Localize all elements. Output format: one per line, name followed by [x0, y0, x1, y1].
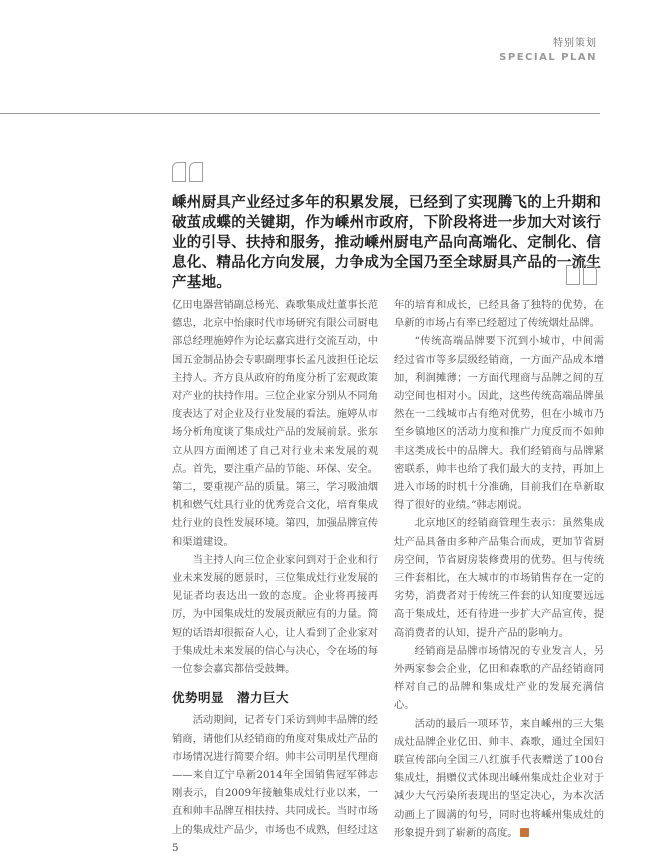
right-paragraph-5-text: 活动的最后一项环节，来自嵊州的三大集成灶品牌企业亿田、帅丰、森歌，通过全国妇联宣传部向全国三八红旗手代表赠送了100台集成灶，捐赠仪式体现出嵊州集成灶企业对于减少大气污染所表现出的坚定决心，为本次活动画上了圆满的句号，同时也将嵊州集成灶的形象提升到了崭新的高度。 — [394, 717, 604, 839]
section-subheading: 优势明显 潜力巨大 — [172, 690, 290, 706]
article-end-icon — [520, 828, 529, 837]
right-paragraph-3: 北京地区的经销商管理生表示：虽然集成灶产品具备由多种产品集合而成，更加节省厨房空间，节省厨房装修费用的优势。但与传统三件套相比，在大城市的市场销售存在一定的劣势，消费者对于传统三件套的认知度要远远高于集成灶，还有待进一步扩大产品宣传，提高消费者的认知，提升产品的影响力。 — [394, 517, 604, 639]
close-quote-icon — [566, 265, 600, 289]
section-header — [499, 34, 597, 63]
right-paragraph-2: “传统高端品牌要下沉到小城市，中间需经过省市等多层级经销商，一方面产品成本增加，利润摊薄；一方面代理商与品牌之间的互动空间也相对小。因此，这些传统高端品牌虽然在一二线城市占有绝对优势，但在小城市乃至乡镇地区的活动力度和推广力度反而不如帅丰这类成长中的品牌大。我们经销商与品牌紧密联系，帅丰也给了我们最大的支持，再加上进入市场的时机十分准确，目前我们在阜新取得了很好的业绩。”韩志刚说。 — [394, 335, 604, 512]
left-paragraph-3: 活动期间，记者专门采访到帅丰品牌的经销商，请他们从经销商的角度对集成灶产品的市场情况进行简要介绍。帅丰公司明星代理商——来自辽宁阜新2014年全国销售冠军韩志刚表示，自2009年接触集成灶行业以来，一直和帅丰品牌互相扶持、共同成长。当时市场上的集成灶产品少，市场也不成熟，但经过这5 — [172, 714, 378, 854]
right-paragraph-1: 年的培育和成长，已经具备了独特的优势，在阜新的市场占有率已经超过了传统烟灶品牌。 — [394, 299, 604, 330]
section-title-en: SPECIAL PLAN — [499, 52, 597, 63]
header-divider — [0, 113, 600, 114]
left-paragraph-1: 亿田电器营销副总杨光、森歌集成灶董事长范德忠，北京中怡康时代市场研究有限公司厨电部总经理施婷作为论坛嘉宾进行交流互动，中国五金制品协会专职副理事长孟凡波担任论坛主持人。齐方良从政府的角度分析了宏观政策对产业的扶持作用。三位企业家分别从不同角度表达了对企业及行业发展的看法。施婷从市场分析角度谈了集成灶产品的发展前景。张东立从四方面阐述了自己对行业未来发展的观点。首先，要注重产品的节能、环保、安全。第二，要重视产品的质量。第三，学习吸油烟机和燃气灶具行业的优秀竞合文化，培育集成灶行业的良性发展环境。第四，加强品牌宣传和渠道建设。 — [172, 299, 378, 548]
right-column — [394, 296, 604, 842]
right-paragraph-5 — [394, 715, 604, 842]
lead-paragraph: 嵊州厨具产业经过多年的积累发展，已经到了实现腾飞的上升期和破茧成蝶的关键期，作为嵊州市政府，下阶段将进一步加大对该行业的引导、扶持和服务，推动嵊州厨电产品向高端化、定制化、信息化、精品化方向发展，力争成为全国乃至全球厨具产品的一流生产基地。 — [172, 195, 602, 291]
open-quote-icon — [172, 150, 206, 182]
left-column — [172, 296, 378, 857]
left-paragraph-2: 当主持人向三位企业家问到对于企业和行业未来发展的愿景时，三位集成灶行业发展的见证者均表达出一致的态度。企业将再接再厉，为中国集成灶的发展贡献应有的力量。简短的话语却很振奋人心，让人看到了企业家对于集成灶未来发展的信心与决心，令在场的每一位参会嘉宾都倍受鼓舞。 — [172, 553, 378, 676]
section-title-cn: 特别策划 — [553, 38, 597, 49]
right-paragraph-4: 经销商是品牌市场情况的专业发言人，另外两家参会企业，亿田和森歌的产品经销商同样对自己的品牌和集成灶产业的发展充满信心。 — [394, 644, 604, 712]
